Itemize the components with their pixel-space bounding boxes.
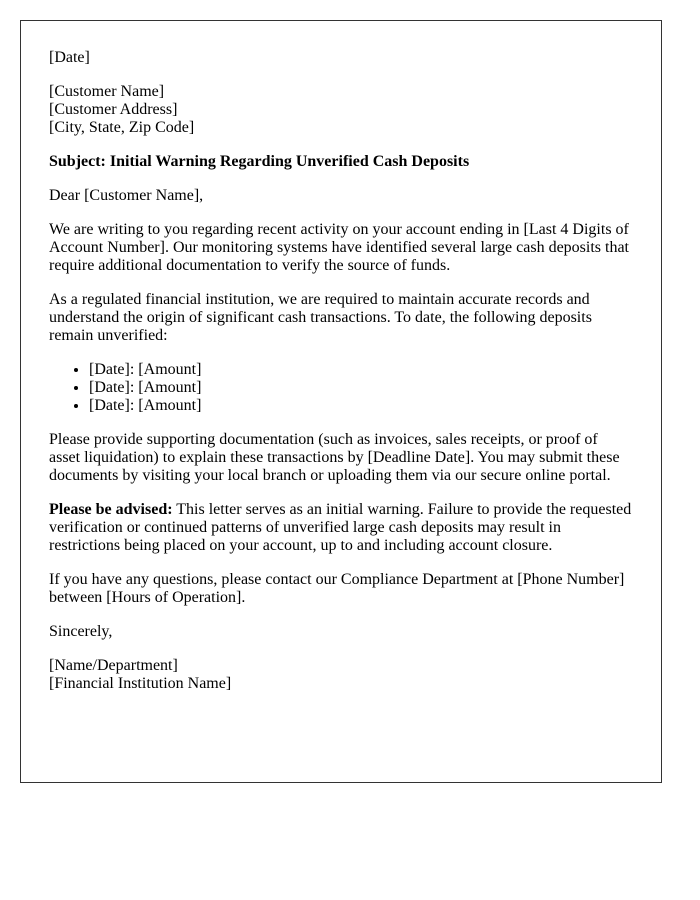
deposit-item: • [Date]: [Amount] [89,397,632,415]
deposit-item: • [Date]: [Amount] [89,361,632,379]
recipient-name: [Customer Name] [49,83,165,100]
warning-text: This letter serves as an initial warning. Failure to provide the requested verification or continued patterns of unverified large cash deposits may result in restrictions being placed on your account, up to and including account closure. [49,501,632,554]
paragraph-documentation: Please provide supporting documentation (such as invoices, sales receipts, or proof of asset liquidation) to explain these transactions by [Deadline Date]. You may submit these documents by visiting your local branch or uploading them via our secure online portal. [49,431,620,484]
paragraph-contact: If you have any questions, please contact our Compliance Department at [Phone Number] between [Hours of Operation]. [49,571,625,606]
salutation: Dear [Customer Name], [49,187,204,204]
paragraph-warning [49,501,632,555]
paragraph-intro: We are writing to you regarding recent activity on your account ending in [Last 4 Digits of Account Number]. Our monitoring systems have identified several large cash deposits that require additional documentation to verify the source of funds. [49,221,629,274]
signature-institution: [Financial Institution Name] [49,675,232,692]
recipient-street: [Customer Address] [49,101,178,118]
recipient-city: [City, State, Zip Code] [49,119,195,136]
signature [49,657,632,693]
paragraph-regulation: As a regulated financial institution, we are required to maintain accurate records and understand the origin of significant cash transactions. To date, the following deposits remain unverified: [49,291,592,344]
deposit-list [49,361,632,415]
recipient-address [49,83,632,137]
deposit-item: • [Date]: [Amount] [89,379,632,397]
date: [Date] [49,49,90,66]
closing: Sincerely, [49,623,113,640]
signature-department: [Name/Department] [49,657,178,674]
subject-line: Subject: Initial Warning Regarding Unverified Cash Deposits [49,153,470,170]
warning-label: Please be advised: [49,501,173,518]
letter [20,20,662,783]
